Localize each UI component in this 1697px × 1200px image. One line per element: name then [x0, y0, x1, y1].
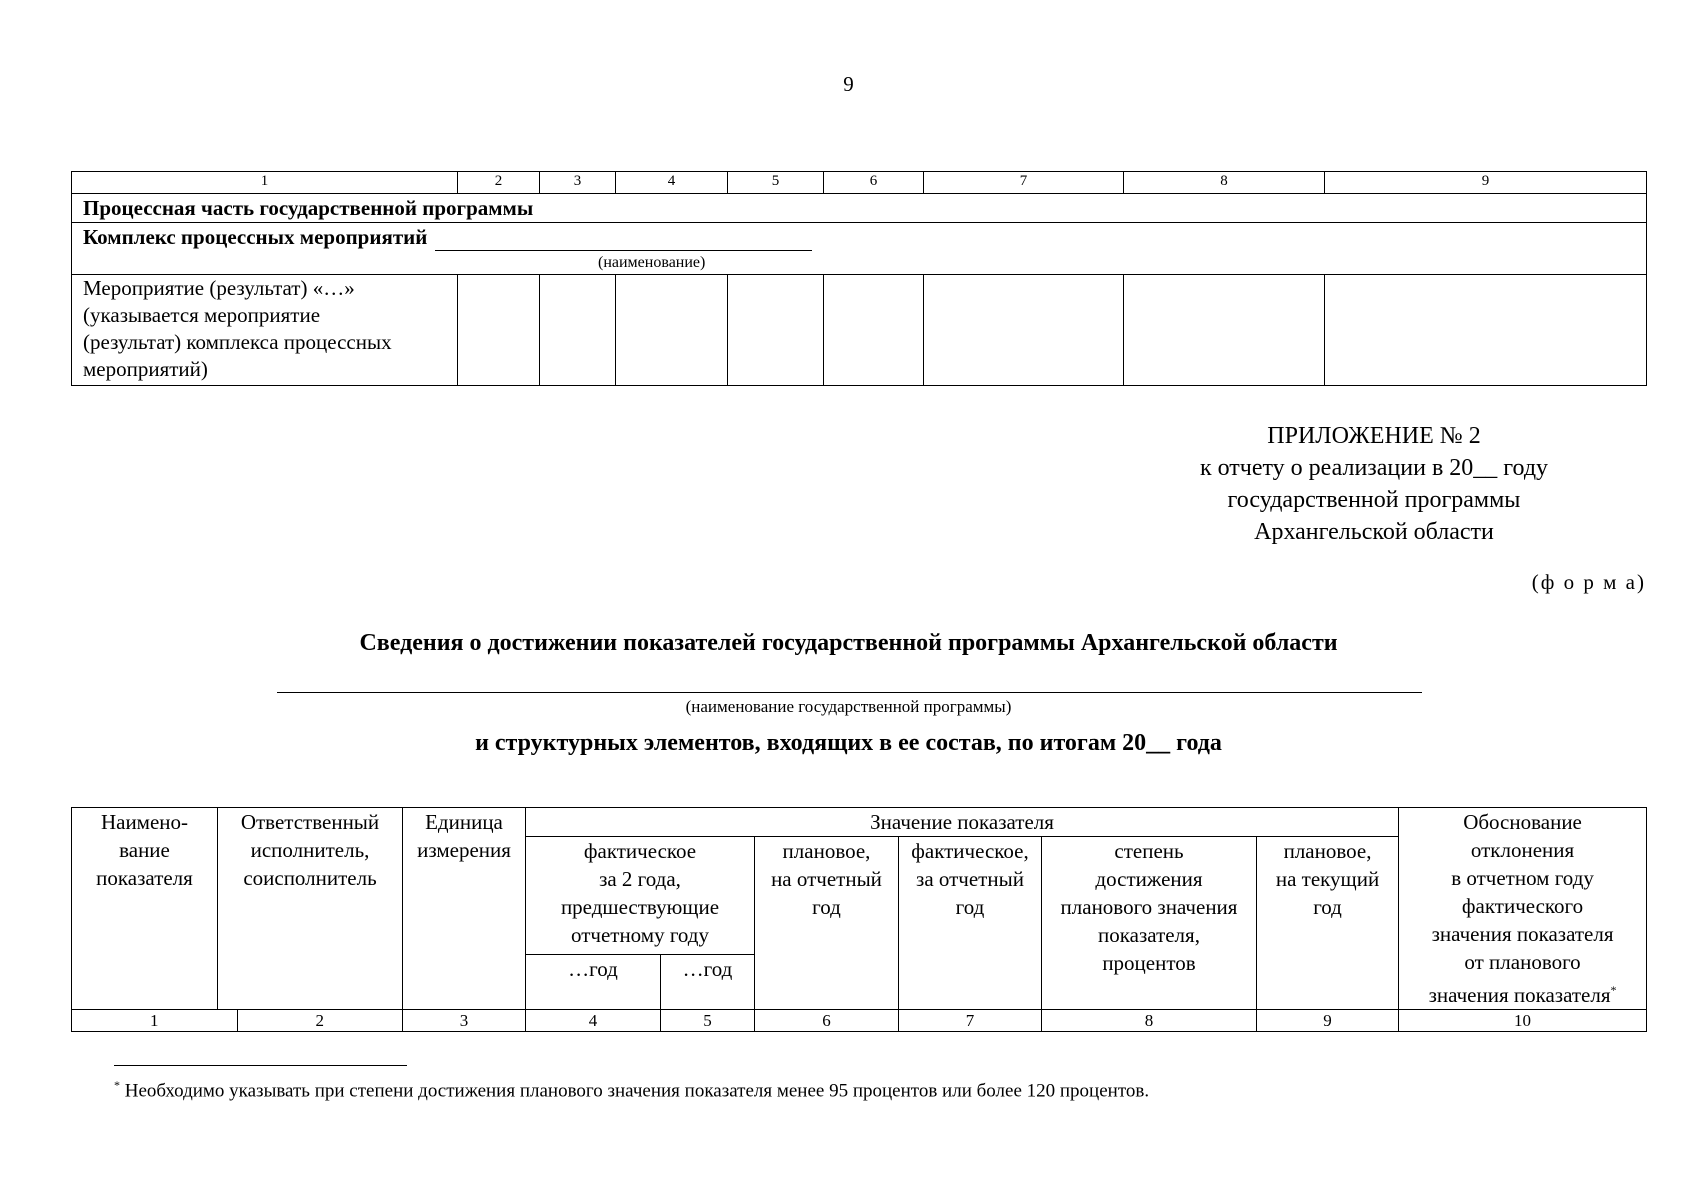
header-line: показателя: [96, 866, 193, 890]
header-line: показателя,: [1098, 923, 1200, 947]
process-part-table: [71, 171, 1647, 386]
measure-line: Мероприятие (результат) «…»: [83, 276, 355, 300]
header-line: процентов: [1102, 951, 1196, 975]
col-number: 5: [728, 172, 824, 194]
header-indicator-name: [72, 808, 218, 1010]
empty-cell[interactable]: [540, 275, 616, 386]
header-line: исполнитель,: [250, 838, 370, 862]
header-line: измерения: [417, 838, 511, 862]
measure-cell: [72, 275, 458, 386]
appendix-line: ПРИЛОЖЕНИЕ № 2: [1267, 423, 1481, 449]
header-line: Наимено-: [100, 810, 189, 834]
section-title: Процессная часть государственной программы: [72, 194, 1647, 223]
header-line: на отчетный: [771, 867, 882, 891]
empty-cell[interactable]: [1325, 275, 1647, 386]
complex-row: [72, 223, 1647, 275]
appendix-line: Архангельской области: [1254, 519, 1494, 545]
complex-caption: (наименование): [598, 254, 706, 271]
col-number: 1: [150, 1011, 159, 1030]
header-degree: [1042, 837, 1257, 1010]
measure-line: мероприятий): [83, 357, 208, 381]
col-number: 6: [755, 1010, 899, 1032]
col-number: 7: [899, 1010, 1042, 1032]
footnote: [114, 1078, 1149, 1102]
indicators-table: [71, 807, 1647, 1032]
empty-cell[interactable]: [924, 275, 1124, 386]
measure-line: (результат) комплекса процессных: [83, 330, 392, 354]
empty-cell[interactable]: [728, 275, 824, 386]
empty-cell[interactable]: [1124, 275, 1325, 386]
complex-label: Комплекс процессных мероприятий: [83, 225, 428, 249]
col-number: 2: [237, 1010, 403, 1031]
header-line-text: значения показателя: [1428, 983, 1611, 1007]
header-line: от планового: [1464, 950, 1581, 974]
program-name-caption: (наименование государственной программы): [685, 697, 1012, 716]
header-line: фактического: [1461, 894, 1584, 918]
empty-cell[interactable]: [824, 275, 924, 386]
header-line: на текущий: [1275, 867, 1380, 891]
measure-line: (указывается мероприятие: [83, 303, 321, 327]
empty-cell[interactable]: [616, 275, 728, 386]
col-number: 10: [1399, 1010, 1647, 1032]
empty-cell[interactable]: [458, 275, 540, 386]
program-name-blank[interactable]: [277, 692, 1422, 693]
col-number: 2: [458, 172, 540, 194]
header-year-a: …год: [526, 955, 661, 1010]
col-number: 6: [824, 172, 924, 194]
footnote-text: Необходимо указывать при степени достижения планового значения показателя менее 95 процентов или более 120 процентов.: [120, 1080, 1150, 1102]
header-line: за 2 года,: [599, 867, 681, 891]
header-line: год: [812, 895, 841, 919]
appendix-line: к отчету о реализации в 20__ году: [1199, 455, 1549, 481]
report-title: Сведения о достижении показателей государственной программы Архангельской области: [359, 630, 1338, 656]
column-numbers-row: [72, 1010, 1647, 1032]
col-number: 5: [661, 1010, 755, 1032]
page-number: 9: [843, 72, 854, 96]
col-number-split: [72, 1010, 403, 1032]
header-line: достижения: [1095, 867, 1203, 891]
col-number: 3: [403, 1010, 526, 1032]
appendix-line: государственной программы: [1227, 487, 1521, 513]
footnote-mark: *: [114, 1078, 120, 1092]
header-line: [1399, 976, 1646, 1009]
header-line: в отчетном году: [1451, 866, 1594, 890]
header-line: Обоснование: [1463, 810, 1582, 834]
report-subtitle: и структурных элементов, входящих в ее состав, по итогам 20__ года: [475, 730, 1222, 756]
header-responsible: [218, 808, 403, 1010]
header-value: Значение показателя: [526, 808, 1399, 837]
header-line: плановое,: [782, 839, 871, 863]
col-number: 8: [1042, 1010, 1257, 1032]
appendix-heading: [1154, 420, 1594, 548]
col-number: 7: [924, 172, 1124, 194]
asterisk-mark: *: [1610, 983, 1617, 997]
header-line: Единица: [425, 810, 503, 834]
header-line: фактическое: [583, 839, 697, 863]
header-line: год: [955, 895, 985, 919]
header-line: значения показателя: [1431, 922, 1614, 946]
footnote-separator: [114, 1065, 407, 1066]
header-plan-report: [755, 837, 899, 1010]
col-number: 9: [1257, 1010, 1399, 1032]
header-reason: [1399, 808, 1647, 1010]
header-line: фактическое,: [911, 839, 1029, 863]
header-line: степень: [1114, 839, 1184, 863]
header-fact-report: [899, 837, 1042, 1010]
form-mark: (ф о р м а): [1531, 570, 1646, 594]
header-line: соисполнитель: [243, 866, 377, 890]
col-number: 9: [1325, 172, 1647, 194]
header-line: за отчетный: [916, 867, 1024, 891]
col-number: 8: [1124, 172, 1325, 194]
header-line: отчетному году: [570, 923, 709, 947]
header-line: отклонения: [1470, 838, 1575, 862]
header-line: Ответственный: [240, 810, 380, 834]
header-plan-current: [1257, 837, 1399, 1010]
header-line: предшествующие: [560, 895, 720, 919]
col-number: 3: [540, 172, 616, 194]
header-unit: [403, 808, 526, 1010]
complex-name-blank[interactable]: [435, 228, 812, 251]
header-line: плановое,: [1283, 839, 1372, 863]
col-number: 4: [616, 172, 728, 194]
header-line: год: [1313, 895, 1342, 919]
header-line: вание: [119, 838, 170, 862]
header-fact-prev: [526, 837, 755, 955]
col-number: 4: [526, 1010, 661, 1032]
header-line: планового значения: [1060, 895, 1238, 919]
header-year-b: …год: [661, 955, 755, 1010]
column-numbers-row: [72, 172, 1647, 194]
col-number: 1: [72, 172, 458, 194]
